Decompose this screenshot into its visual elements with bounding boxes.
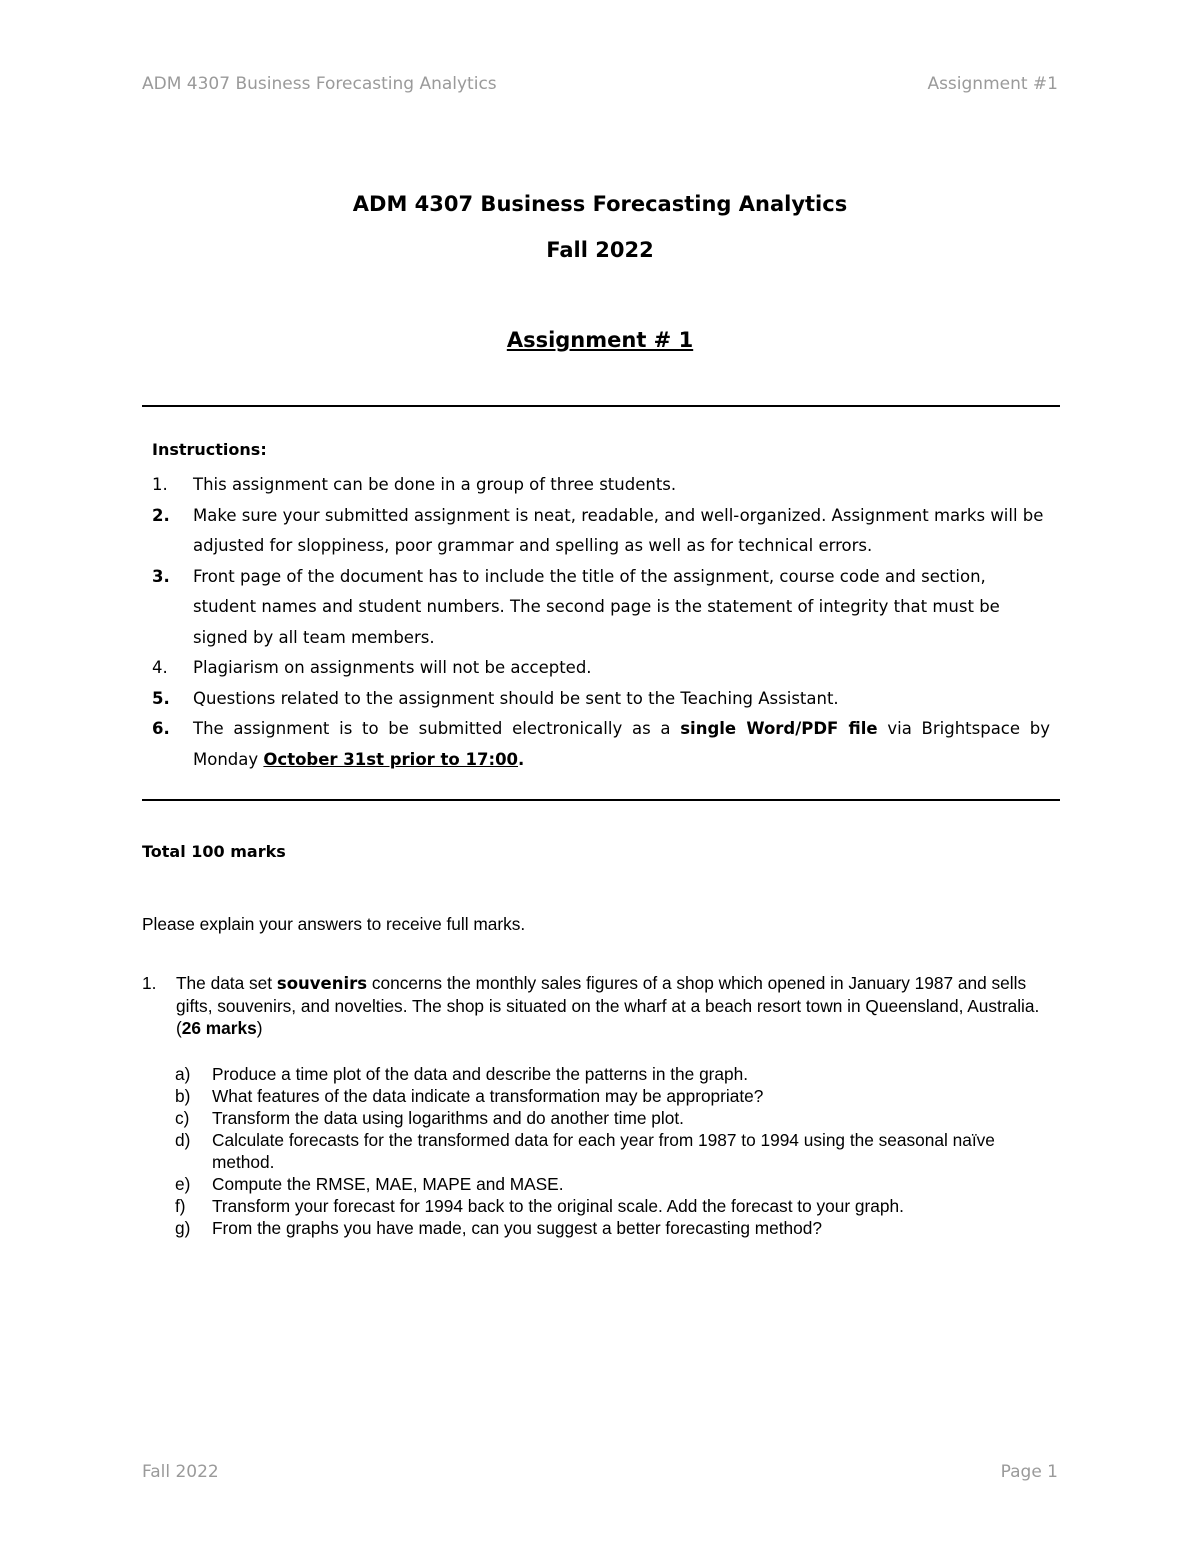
instruction-item	[152, 653, 1050, 684]
question-part	[175, 1085, 1060, 1107]
part-text: Produce a time plot of the data and describe the patterns in the graph.	[212, 1064, 749, 1084]
assignment-title: Assignment # 1	[506, 328, 694, 352]
question-marks: 26 marks	[181, 1018, 257, 1038]
instructions-list	[152, 470, 1050, 775]
instruction-text: Questions related to the assignment should be sent to the Teaching Assistant.	[193, 688, 839, 708]
instruction-text-cont: via Brightspace by Monday	[193, 719, 1050, 769]
instruction-text: The assignment is to be submitted electronically as a	[193, 719, 681, 738]
question-part	[175, 1063, 1060, 1085]
instruction-number: 6.	[152, 719, 170, 738]
question-1-parts	[175, 1063, 1060, 1239]
question-part	[175, 1173, 1060, 1195]
instruction-end-period: .	[518, 749, 525, 769]
part-label: f)	[175, 1196, 186, 1216]
instruction-number: 3.	[152, 566, 170, 586]
header-assignment: Assignment #1	[927, 74, 1058, 94]
part-text: From the graphs you have made, can you suggest a better forecasting method?	[212, 1218, 822, 1238]
instruction-item	[152, 470, 1050, 501]
dataset-name: souvenirs	[276, 974, 368, 993]
instruction-item	[152, 562, 1050, 654]
instruction-item	[152, 714, 1050, 775]
course-title: ADM 4307 Business Forecasting Analytics	[352, 192, 848, 216]
part-text: Calculate forecasts for the transformed data for each year from 1987 to 1994 using the seasonal naïve method.	[212, 1130, 995, 1172]
question-text-end: )	[256, 1018, 263, 1038]
term-title: Fall 2022	[546, 238, 654, 262]
part-label: e)	[175, 1174, 191, 1194]
instruction-item	[152, 501, 1050, 562]
instruction-text: Front page of the document has to include the title of the assignment, course code and section, student names and student numbers. The second page is the statement of integrity that must be signed by all team members.	[193, 566, 1000, 647]
question-text	[176, 972, 1060, 1039]
divider-bottom	[142, 799, 1060, 801]
part-label: c)	[175, 1108, 190, 1128]
total-marks: Total 100 marks	[142, 842, 286, 861]
question-part	[175, 1217, 1060, 1239]
instruction-text: Plagiarism on assignments will not be accepted.	[193, 658, 592, 677]
part-label: b)	[175, 1086, 191, 1106]
instruction-number: 4.	[152, 658, 168, 677]
instruction-number: 1.	[152, 475, 168, 494]
deadline: October 31st prior to 17:00	[263, 749, 519, 769]
part-text: What features of the data indicate a transformation may be appropriate?	[212, 1086, 764, 1106]
part-label: d)	[175, 1130, 191, 1150]
file-format-note: single Word/PDF file	[680, 719, 878, 738]
question-1	[142, 972, 1060, 1039]
part-text: Transform the data using logarithms and do another time plot.	[212, 1108, 684, 1128]
explain-note: Please explain your answers to receive full marks.	[142, 914, 526, 934]
footer-term: Fall 2022	[142, 1462, 219, 1482]
header-course: ADM 4307 Business Forecasting Analytics	[142, 74, 497, 94]
instruction-text: Make sure your submitted assignment is neat, readable, and well-organized. Assignment marks will be adjusted for sloppiness, poor grammar and spelling as well as for technical errors.	[193, 505, 1044, 555]
part-label: g)	[175, 1218, 191, 1238]
question-part	[175, 1195, 1060, 1217]
instruction-item	[152, 684, 1050, 715]
instruction-number: 5.	[152, 688, 170, 708]
instruction-text: This assignment can be done in a group of three students.	[193, 475, 677, 494]
part-text: Transform your forecast for 1994 back to the original scale. Add the forecast to your graph.	[212, 1196, 904, 1216]
instructions-heading: Instructions:	[152, 440, 267, 459]
question-part	[175, 1107, 1060, 1129]
footer-page-number: Page 1	[1000, 1462, 1058, 1482]
question-number: 1.	[142, 973, 157, 993]
question-text-a: The data set	[176, 973, 277, 993]
question-text-b: concerns the monthly sales figures of a shop which opened in January 1987 and sells gifts, souvenirs, and novelties. The shop is situated on the wharf at a beach resort town in Queensland, Australia. (	[176, 973, 1040, 1038]
part-label: a)	[175, 1064, 191, 1084]
instruction-number: 2.	[152, 505, 170, 525]
question-part	[175, 1129, 1060, 1173]
divider-top	[142, 405, 1060, 407]
part-text: Compute the RMSE, MAE, MAPE and MASE.	[212, 1174, 564, 1194]
